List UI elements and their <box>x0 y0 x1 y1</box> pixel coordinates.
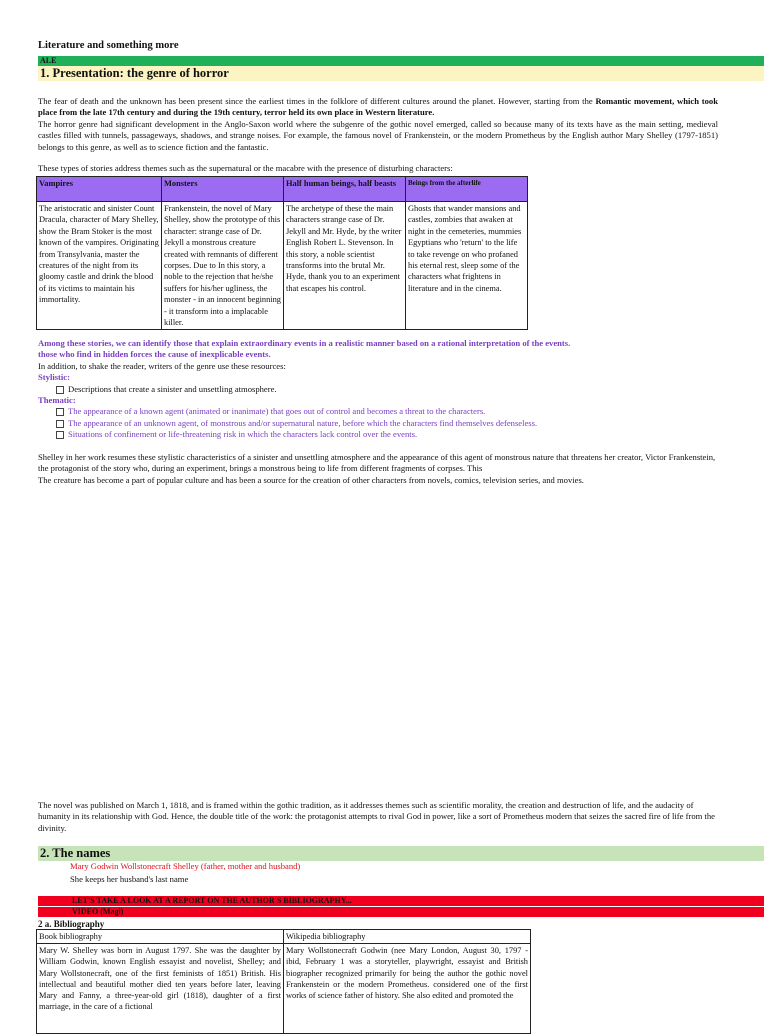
bullet-square-icon <box>56 420 64 428</box>
section-heading-genre-of-horror: 1. Presentation: the genre of horror <box>38 66 764 81</box>
book-bibliography-header: Book bibliography <box>37 930 284 944</box>
video-link-bar[interactable]: VIDEO (Magi) <box>38 907 764 917</box>
hidden-forces-line: those who find in hidden forces the cause of inexplicable events. <box>38 349 271 360</box>
header-vampires: Vampires <box>37 177 162 202</box>
resources-block <box>38 338 718 441</box>
shelley-paragraph <box>38 452 718 486</box>
resources-intro: In addition, to shake the reader, writers of the genre use these resources: <box>38 360 286 371</box>
bibliography-subheading: 2 a. Bibliography <box>38 919 105 929</box>
author-full-name: Mary Godwin Wollstonecraft Shelley (father, mother and husband) <box>70 861 301 871</box>
shelley-paragraph-a: Shelley in her work resumes these stylistic characteristics of a sinister and unsettling atmosphere and the appearance of this agent of monstrous nature that threatens her creator, Victor Frankenstein, the protagonist of the story who, during an experiment, brings a monstrous being to life from different fragments of corpses. This <box>38 452 716 474</box>
cell-afterlife: Ghosts that wander mansions and castles, zombies that awaken at night in the cemeteries, mummies Egyptians who 'return' to the life to take revenge on who profaned his eternal rest, sleep some of the characters what frightens in literature and in the cinema. <box>406 202 528 330</box>
table-header-row <box>37 177 528 202</box>
header-afterlife: Beings from the afterlife <box>406 177 528 202</box>
ale-label-bar: ALE <box>38 56 764 66</box>
document-title: Literature and something more <box>38 40 179 51</box>
header-monsters: Monsters <box>162 177 284 202</box>
surname-note: She keeps her husband's last name <box>70 874 189 884</box>
thematic-label: Thematic: <box>38 395 76 406</box>
bullet-square-icon <box>56 386 64 394</box>
table-body-row <box>37 202 528 330</box>
shelley-paragraph-b: The creature has become a part of popular culture and has been a source for the creation of other characters from novels, comics, television series, and movies. <box>38 474 584 485</box>
wikipedia-bibliography-text: Mary Wollstonecraft Godwin (nee Mary London, August 30, 1797 - ibid, February 1 was a storyteller, playwright, essayist and British biographer recognized primarily for being the author the gothic novel Frankenstein or the modern Prometheus. considered one of the first works of science father of history. She also edited and promoted the <box>284 944 531 1034</box>
bibliography-header-row <box>37 930 531 944</box>
bibliography-table <box>36 929 531 1034</box>
bullet-square-icon <box>56 431 64 439</box>
novel-paragraph: The novel was published on March 1, 1818, and is framed within the gothic tradition, as it addresses themes such as scientific morality, the creation and destruction of life, and the audacity of humanity in its relationship with God. Hence, the double title of the work: the protagonist attempts to rival God in power, like a sort of Prometheus modern that seizes the sacred fire of life from the divinity. <box>38 800 715 833</box>
cell-half-human: The archetype of these the main characters strange case of Dr. Jekyll and Mr. Hyde, by the writer English Robert L. Stevenson. In this story, a noble scientist transforms into the brutal Mr. Hyde, thank you to an experiment that escapes his control. <box>284 202 406 330</box>
realistic-stories-line: Among these stories, we can identify those that explain extraordinary events in a realistic manner based on a rational interpretation of the events. <box>38 338 571 348</box>
thematic-item-2: The appearance of an unknown agent, of monstrous and/or supernatural nature, before which the characters find themselves defenseless. <box>56 418 718 429</box>
intro-paragraph <box>38 96 718 153</box>
book-bibliography-text: Mary W. Shelley was born in August 1797. She was the daughter by William Godwin, known English essayist and novelist, Shelley; and Mary Wollstonecraft, one of the first feminists of 1851) British. His intellectual and beautiful mother died ten years before later, leaving Mary and Fanny, a three-year-old girl (1818), daughter of a first marriage, in the care of a fictional <box>37 944 284 1034</box>
wikipedia-bibliography-header: Wikipedia bibliography <box>284 930 531 944</box>
thematic-item-3: Situations of confinement or life-threatening risk in which the characters lack control over the events. <box>56 429 718 440</box>
intro-paragraph-line-1: The fear of death and the unknown has been present since the earliest times in the folklore of different cultures around the planet. However, starting from the <box>38 96 593 106</box>
stylistic-item: Descriptions that create a sinister and unsettling atmosphere. <box>56 384 718 395</box>
bibliography-body-row <box>37 944 531 1034</box>
intro-paragraph-bold: Romantic movement, which took place from the late 17th century and during the 19th century, terror held its own place in Western literature. <box>38 96 718 118</box>
intro-paragraph-gothic: The horror genre had significant development in the Anglo-Saxon world where the subgenre of the gothic novel emerged, called so because many of its texts have as the main setting, medieval castles filled with tunnels, passageways, shadows, and strange noises. For example, the famous novel of Frankenstein, or the modern Prometheus by the English author Mary Shelley (1797-1851) belongs to this genre, as well as to science fiction and the fantastic. <box>38 118 718 152</box>
table-intro-text: These types of stories address themes such as the supernatural or the macabre with the presence of disturbing characters: <box>38 163 453 173</box>
stylistic-label: Stylistic: <box>38 372 70 383</box>
cell-monsters: Frankenstein, the novel of Mary Shelley, show the prototype of this character: strange case of Dr. Jekyll a monstrous creature created with remnants of different corpses. Due to In this story, a noble to the rejection that he/she suffers for his/her ugliness, the monster - in an innocent beginning - it transform into a implacable killer. <box>162 202 284 330</box>
character-types-table <box>36 176 528 330</box>
section-heading-the-names: 2. The names <box>38 846 764 861</box>
thematic-item-1: The appearance of a known agent (animated or inanimate) that goes out of control and becomes a threat to the characters. <box>56 406 718 417</box>
bullet-square-icon <box>56 408 64 416</box>
header-half-human: Half human beings, half beasts <box>284 177 406 202</box>
cell-vampires: The aristocratic and sinister Count Dracula, character of Mary Shelley, show the Bram Stoker is the most known of the vampires. Originating from Transylvania, master the creatures of the night from its gloomy castle and drink the blood of its victims to maintain his immortality. <box>37 202 162 330</box>
report-link-bar[interactable]: LET'S TAKE A LOOK AT A REPORT ON THE AUTHOR'S BIBLIOGRAPHY... <box>38 896 764 906</box>
